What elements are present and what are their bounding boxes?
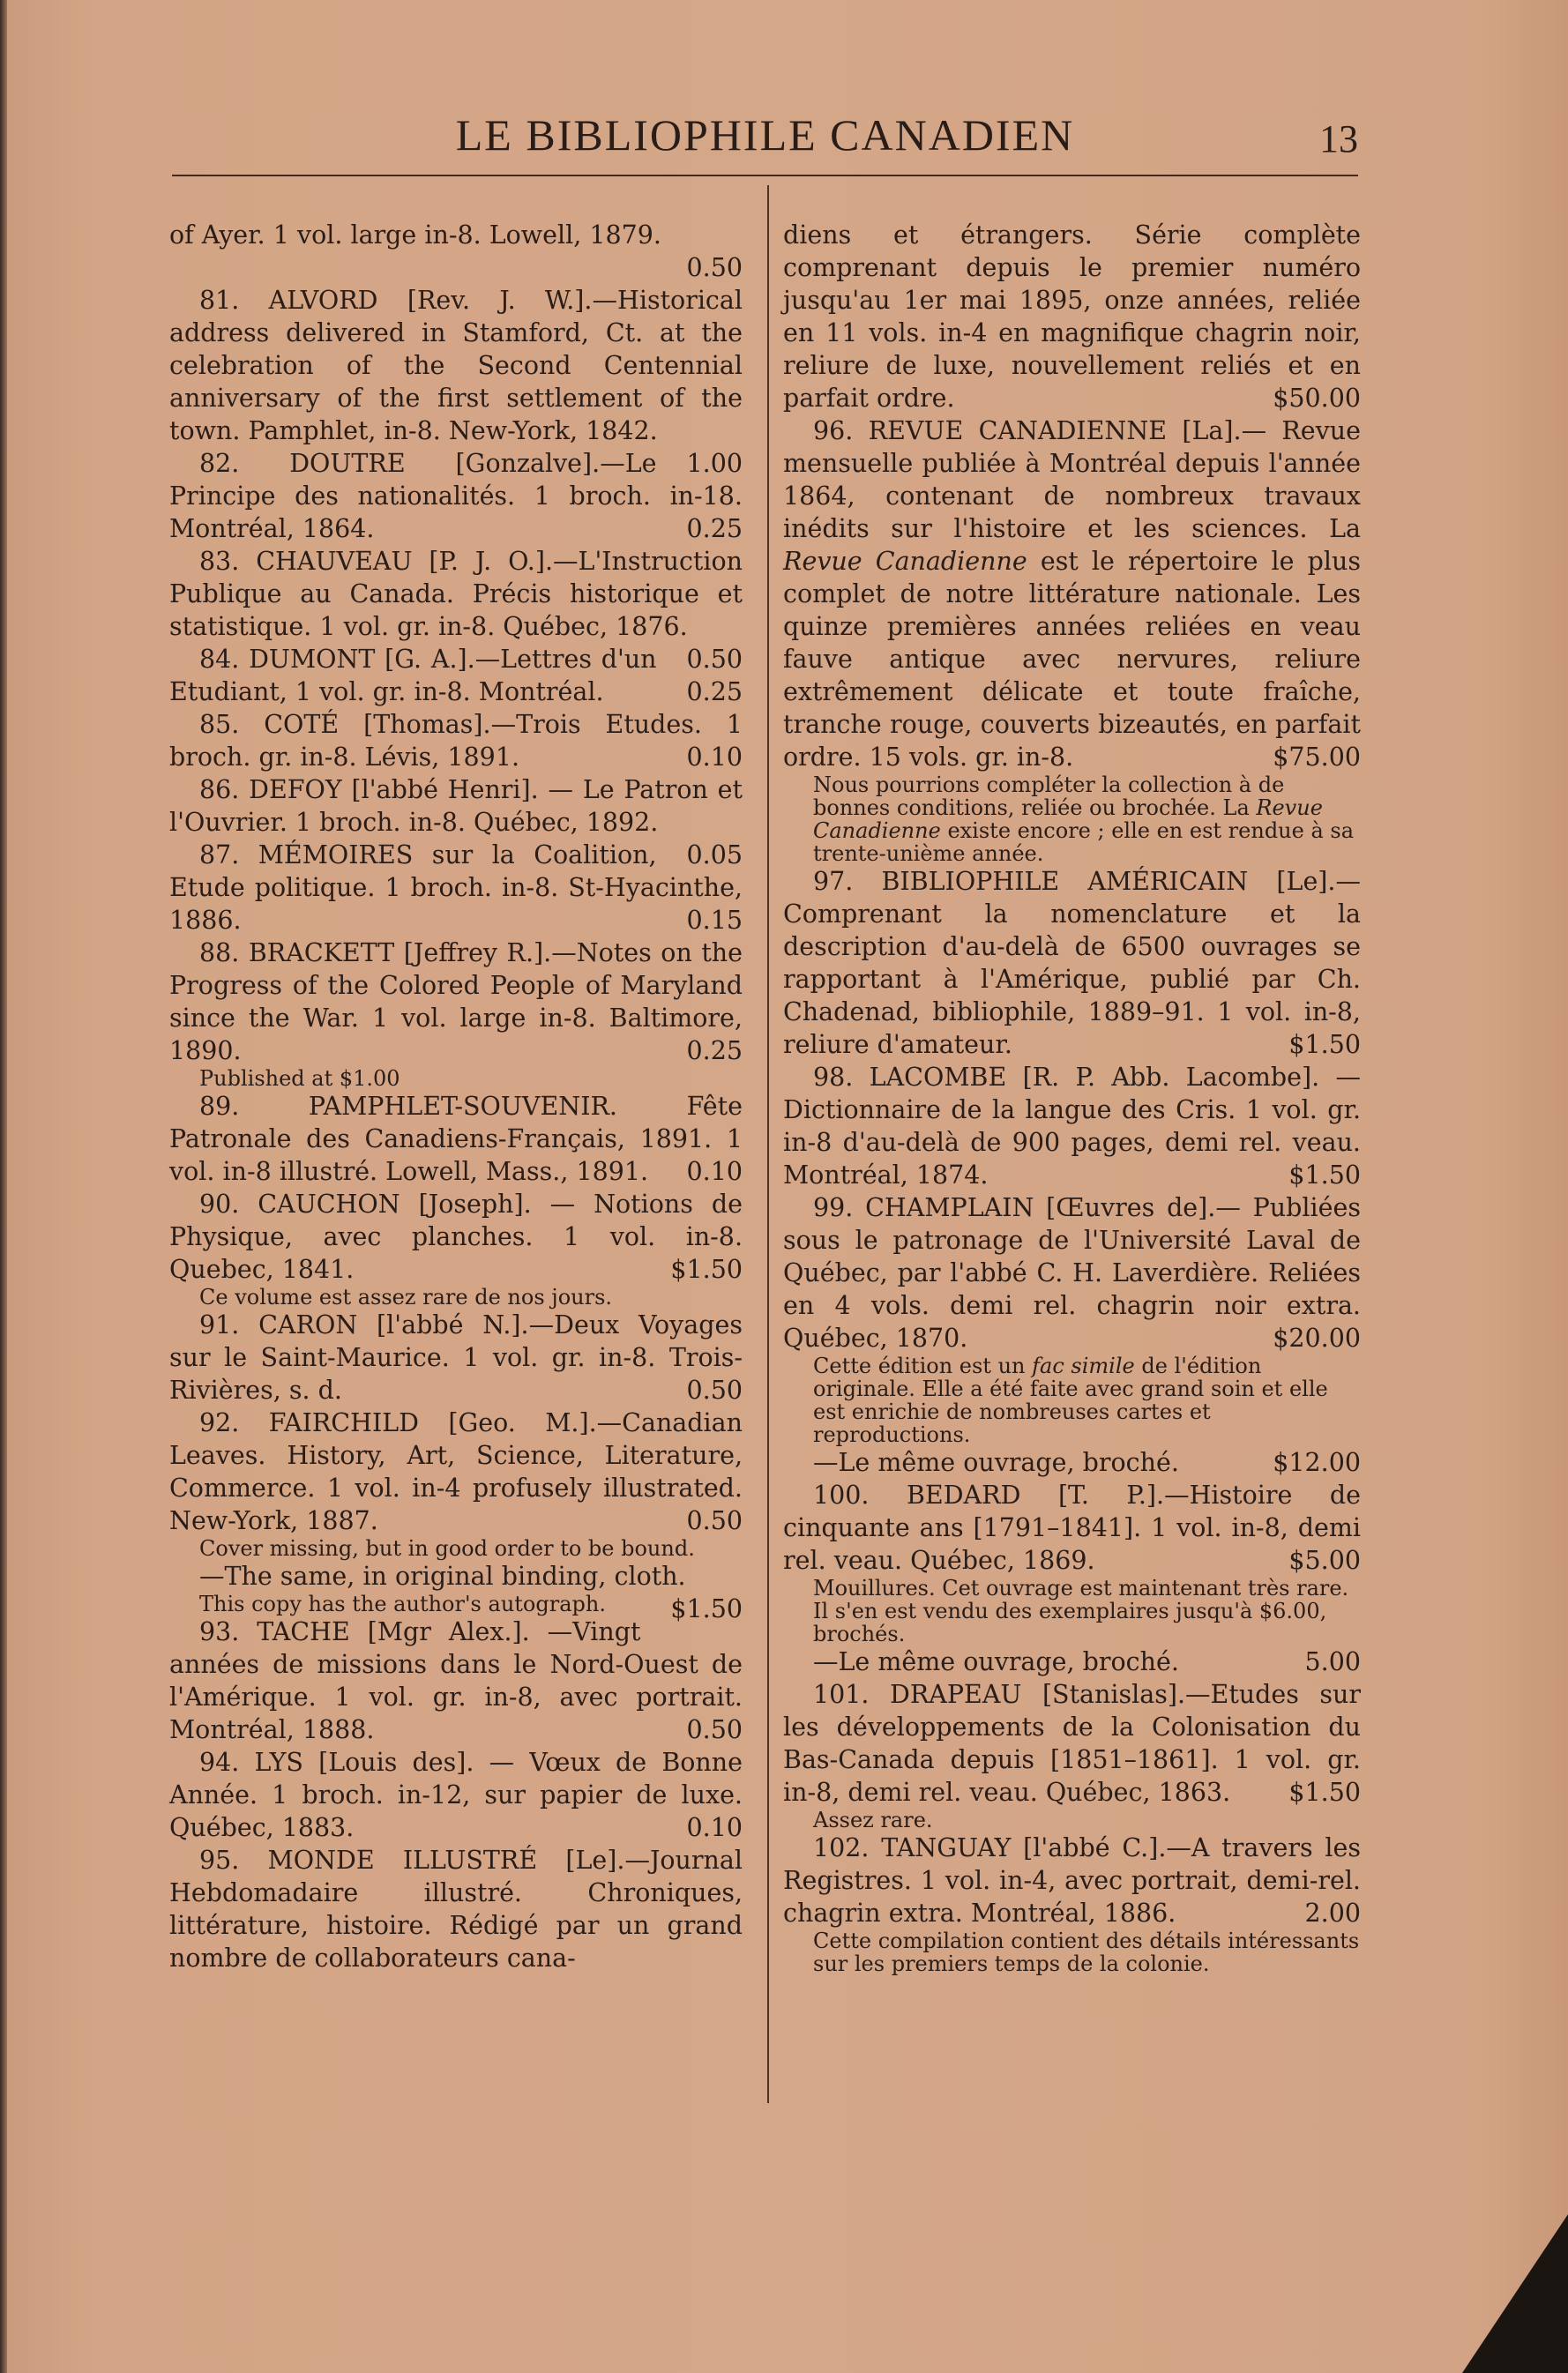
running-title: LE BIBLIOPHILE CANADIEN xyxy=(455,110,1075,160)
left-column xyxy=(169,219,743,1974)
entry-text: of Ayer. 1 vol. large in-8. Lowell, 1879. xyxy=(169,220,661,250)
entry-price: 0.25 xyxy=(686,1036,743,1065)
entry-97 xyxy=(783,865,1361,1061)
entry-81 xyxy=(169,284,743,478)
entry-price: 0.10 xyxy=(686,1157,743,1186)
entry-text: 99. CHAMPLAIN [Œuvres de].— Publiées sous le patronage de l'Université Laval de Québec, par l'abbé C. H. Laverdière. Reliées en 4 vols. demi rel. chagrin noir extra. Québec, 1870. xyxy=(783,1193,1361,1353)
entry-text: 95. MONDE ILLUSTRÉ [Le].—Journal Hebdomadaire illustré. Chroniques, littérature, histoire. Rédigé par un grand nombre de collaborateurs cana- xyxy=(169,1846,743,1973)
page-corner-shadow xyxy=(1462,2214,1568,2373)
entry-price: 0.50 xyxy=(686,253,743,282)
entry-text: 97. BIBLIOPHILE AMÉRICAIN [Le].—Comprenant la nomenclature et la description d'au-delà de 6500 ouvrages se rapportant à l'Amérique, publié par Ch. Chadenad, bibliophile, 1889–91. 1 vol. in-8, reliure d'amateur. xyxy=(783,867,1361,1059)
entry-italic-title: Revue Canadienne xyxy=(783,547,1027,576)
entry-text: diens et étrangers. Série complète comprenant depuis le premier numéro jusqu'au 1er mai 1895, onze années, reliée en 11 vols. in-4 en magnifique chagrin noir, reliure de luxe, nouvellement reliés et en parfait ordre. xyxy=(783,220,1361,413)
entry-102 xyxy=(783,1832,1361,1929)
entry-99 xyxy=(783,1191,1361,1354)
entry-99-broche xyxy=(783,1446,1361,1479)
entry-price: $1.50 xyxy=(1288,1778,1361,1807)
entry-note: Cette compilation contient des détails intéressants sur les premiers temps de la colonie. xyxy=(813,1929,1360,1976)
entry-price: $1.50 xyxy=(670,1594,743,1623)
note-italic-title: Revue Canadienne xyxy=(813,795,1323,843)
entry-95-continued xyxy=(783,219,1361,414)
entry-text: 90. CAUCHON [Joseph]. — Notions de Physique, avec planches. 1 vol. in-8. Quebec, 1841. xyxy=(169,1190,743,1284)
note-text: Nous pourrions compléter la collection à de bonnes conditions, reliée ou brochée. La xyxy=(813,772,1285,820)
entry-price: 5.00 xyxy=(1304,1647,1361,1676)
page-header xyxy=(172,104,1358,175)
entry-price: $5.00 xyxy=(1288,1546,1361,1575)
note-text-rest: existe encore ; elle en est rendue à sa trente-unième année. xyxy=(813,818,1355,866)
entry-price: $20.00 xyxy=(1273,1324,1361,1353)
entry-price: 0.25 xyxy=(686,677,743,706)
entry-text: 88. BRACKETT [Jeffrey R.].—Notes on the Progress of the Colored People of Maryland since the War. 1 vol. large in-8. Baltimore, 1890. xyxy=(169,938,743,1065)
entry-note xyxy=(783,1354,1361,1446)
entry-100-broche xyxy=(783,1645,1361,1678)
entry-text: 83. CHAUVEAU [P. J. O.].—L'Instruction Publique au Canada. Précis historique et statistique. 1 vol. gr. in-8. Québec, 1876. xyxy=(169,547,743,641)
entry-price: 0.50 xyxy=(686,1506,743,1535)
entry-text: 93. TACHE [Mgr Alex.]. —Vingt années de missions dans le Nord-Ouest de l'Amérique. 1 vol. gr. in-8, avec portrait. Montréal, 1888. xyxy=(169,1617,743,1744)
entry-price: 0.25 xyxy=(686,514,743,543)
entry-price: 0.10 xyxy=(686,742,743,772)
entry-note xyxy=(783,773,1361,865)
entry-text: 96. REVUE CANADIENNE [La].— Revue mensuelle publiée à Montréal depuis l'année 1864, contenant de nombreux travaux inédits sur l'histoire et les sciences. La xyxy=(783,416,1361,543)
entry-price: $50.00 xyxy=(1273,384,1361,413)
entry-text: 81. ALVORD [Rev. J. W.].—Historical address delivered in Stamford, Ct. at the celebration of the Second Centennial anniversary of the first settlement of the town. Pamphlet, in-8. New-York, 1842. xyxy=(169,286,743,445)
entry-85 xyxy=(169,708,743,773)
entry-82 xyxy=(169,447,743,545)
entry-83 xyxy=(169,545,743,674)
entry-text: 87. MÉMOIRES sur la Coalition, Etude politique. 1 broch. in-8. St-Hyacinthe, 1886. xyxy=(169,840,743,935)
entry-87 xyxy=(169,839,743,937)
entry-note: Assez rare. xyxy=(813,1808,933,1832)
right-column xyxy=(783,219,1361,1975)
entry-89 xyxy=(169,1090,743,1188)
entry-98 xyxy=(783,1061,1361,1191)
entry-note: This copy has the author's autograph. xyxy=(199,1592,606,1616)
header-rule xyxy=(172,175,1358,176)
entry-price: 0.05 xyxy=(686,840,743,869)
note-text-rest: de l'édition originale. Elle a été faite avec grand soin et elle est enrichie de nombreuses cartes et reproductions. xyxy=(813,1354,1328,1447)
entry-note: Ce volume est assez rare de nos jours. xyxy=(199,1285,613,1310)
entry-text: 84. DUMONT [G. A.].—Lettres d'un Etudiant, 1 vol. gr. in-8. Montréal. xyxy=(169,645,657,706)
entry-101 xyxy=(783,1678,1361,1809)
entry-text: 86. DEFOY [l'abbé Henri]. — Le Patron et l'Ouvrier. 1 broch. in-8. Québec, 1892. xyxy=(169,775,743,837)
entry-price: 1.00 xyxy=(686,449,743,478)
entry-93 xyxy=(169,1616,743,1746)
entry-price: 0.50 xyxy=(686,1715,743,1744)
page-left-edge xyxy=(0,0,7,2373)
entry-note: Published at $1.00 xyxy=(199,1066,400,1091)
note-text: Cette édition est un xyxy=(813,1354,1026,1378)
entry-91 xyxy=(169,1309,743,1407)
entry-92 xyxy=(169,1407,743,1537)
entry-96 xyxy=(783,414,1361,773)
entry-text: 89. PAMPHLET-SOUVENIR. Fête Patronale des Canadiens-Français, 1891. 1 vol. in-8 illustré. Lowell, Mass., 1891. xyxy=(169,1092,743,1186)
entry-text-rest: est le répertoire le plus complet de notre littérature nationale. Les quinze premières années reliées en veau fauve antique avec nervures, reliure extrêmement délicate et toute fraîche, tranche rouge, couverts bizeautés, en parfait ordre. 15 vols. gr. in-8. xyxy=(783,547,1361,772)
entry-text: 102. TANGUAY [l'abbé C.].—A travers les Registres. 1 vol. in-4, avec portrait, demi-rel. chagrin extra. Montréal, 1886. xyxy=(783,1833,1361,1928)
entry-text: 100. BEDARD [T. P.].—Histoire de cinquante ans [1791–1841]. 1 vol. in-8, demi rel. veau. Québec, 1869. xyxy=(783,1481,1361,1575)
note-italic: fac simile xyxy=(1032,1354,1135,1378)
entry-price: $1.50 xyxy=(1288,1030,1361,1059)
entry-100 xyxy=(783,1479,1361,1577)
entry-price: $12.00 xyxy=(1273,1448,1361,1477)
entry-text: 101. DRAPEAU [Stanislas].—Etudes sur les développements de la Colonisation du Bas-Canada depuis [1851–1861]. 1 vol. gr. in-8, demi rel. veau. Québec, 1863. xyxy=(783,1680,1361,1807)
entry-84 xyxy=(169,643,743,708)
entry-90 xyxy=(169,1188,743,1286)
entry-price: $75.00 xyxy=(1273,742,1361,772)
entry-price: $1.50 xyxy=(670,1255,743,1284)
entry-86 xyxy=(169,773,743,869)
column-divider xyxy=(767,185,769,2103)
entry-text: —Le même ouvrage, broché. xyxy=(813,1647,1179,1676)
entry-text: 94. LYS [Louis des]. — Vœux de Bonne Année. 1 broch. in-12, sur papier de luxe. Québec, 1883. xyxy=(169,1748,743,1842)
entry-94 xyxy=(169,1746,743,1844)
page-number: 13 xyxy=(1319,117,1358,160)
entry-text: 85. COTÉ [Thomas].—Trois Etudes. 1 broch. gr. in-8. Lévis, 1891. xyxy=(169,710,743,772)
entry-95 xyxy=(169,1844,743,1974)
entry-note: Mouillures. Cet ouvrage est maintenant très rare. Il s'en est vendu des exemplaires jusqu'à $6.00, brochés. xyxy=(813,1576,1349,1646)
entry-text: 91. CARON [l'abbé N.].—Deux Voyages sur le Saint-Maurice. 1 vol. gr. in-8. Trois-Rivières, s. d. xyxy=(169,1310,743,1405)
entry-price: 0.10 xyxy=(686,1813,743,1842)
entry-text: 92. FAIRCHILD [Geo. M.].—Canadian Leaves. History, Art, Science, Literature, Commerce. 1 vol. in-4 profusely illustrated. New-York, 1887. xyxy=(169,1408,743,1535)
entry-price: 0.50 xyxy=(686,1376,743,1405)
entry-price: 0.15 xyxy=(686,906,743,935)
entry-text: 98. LACOMBE [R. P. Abb. Lacombe]. —Dictionnaire de la langue des Cris. 1 vol. gr. in-8 d'au-delà de 900 pages, demi rel. veau. Montréal, 1874. xyxy=(783,1063,1361,1190)
entry-text: —Le même ouvrage, broché. xyxy=(813,1448,1179,1477)
entry-text: —The same, in original binding, cloth. xyxy=(199,1562,686,1591)
entry-80-continued xyxy=(169,219,743,284)
entry-note: Cover missing, but in good order to be bound. xyxy=(199,1536,695,1561)
entry-88 xyxy=(169,937,743,1067)
entry-text: 82. DOUTRE [Gonzalve].—Le Principe des nationalités. 1 broch. in-18. Montréal, 1864. xyxy=(169,449,743,543)
entry-price: 0.50 xyxy=(686,645,743,674)
entry-price: 2.00 xyxy=(1304,1899,1361,1928)
entry-price: $1.50 xyxy=(1288,1160,1361,1190)
